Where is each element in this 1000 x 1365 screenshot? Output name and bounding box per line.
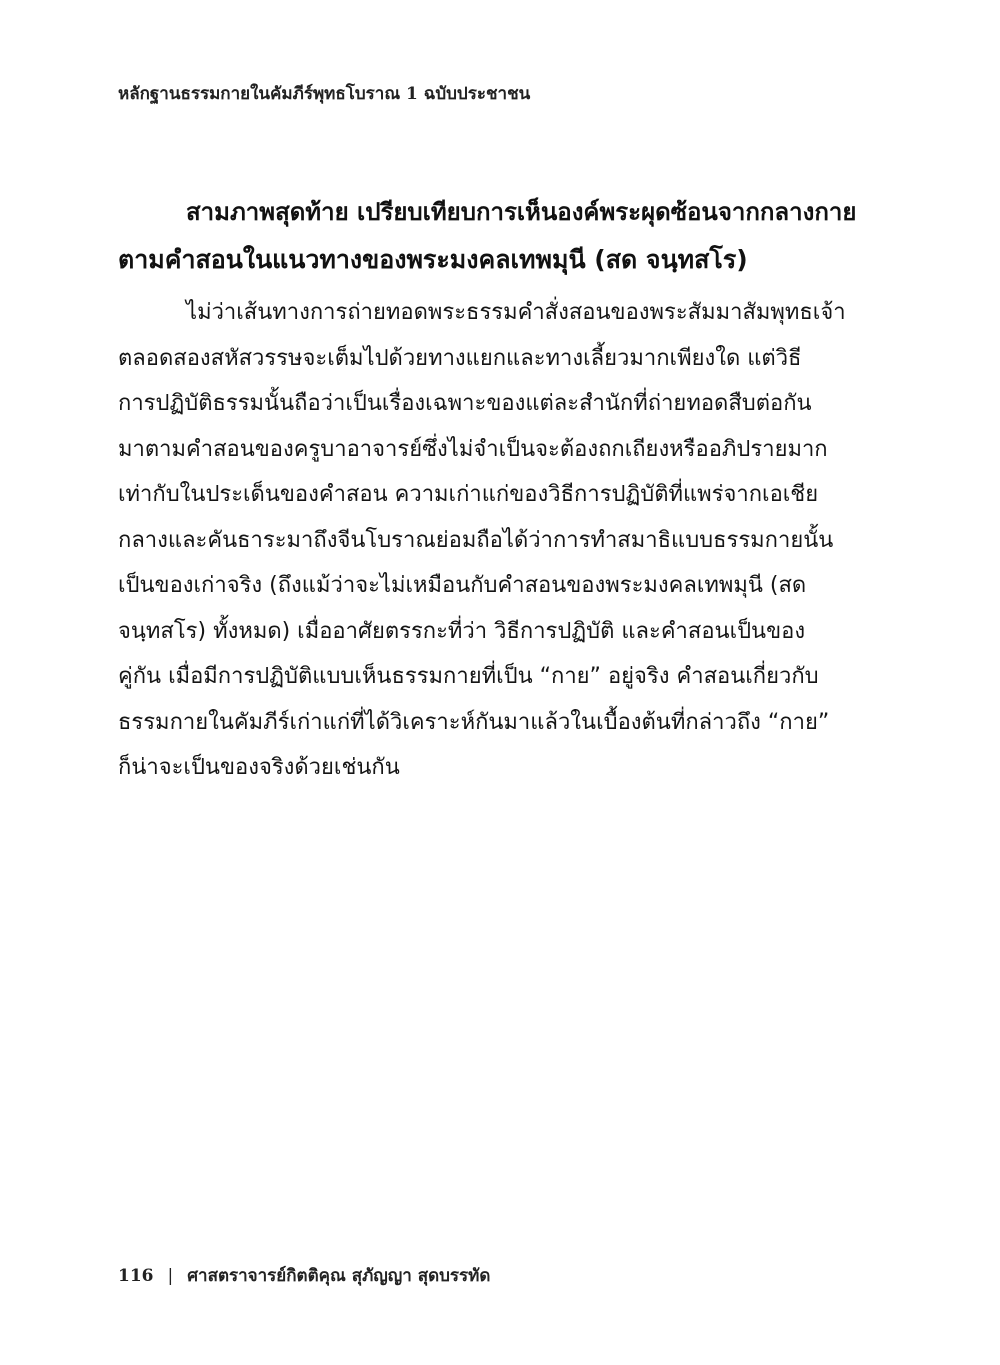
footer-author: ศาสตราจารย์กิตติคุณ สุภัญญา สุดบรรทัด: [187, 1266, 491, 1286]
paragraph-line: ตลอดสองสหัสวรรษจะเต็มไปด้วยทางแยกและทางเลี้ยวมากเพียงใด แต่วิธี: [118, 345, 802, 371]
section-heading: [118, 188, 858, 284]
running-header: [118, 80, 530, 107]
paragraph-line: การปฏิบัติธรรมนั้นถือว่าเป็นเรื่องเฉพาะของแต่ละสำนักที่ถ่ายทอดสืบต่อกัน: [118, 391, 812, 416]
paragraph-line: ก็น่าจะเป็นของจริงด้วยเช่นกัน: [118, 755, 400, 780]
paragraph-line: คู่กัน เมื่อมีการปฏิบัติแบบเห็นธรรมกายที่เป็น “กาย” อยู่จริง คำสอนเกี่ยวกับ: [118, 664, 819, 689]
section-heading-line: ตามคำสอนในแนวทางของพระมงคลเทพมุนี (สด จนฺทสโร): [118, 245, 748, 274]
footer-separator: |: [167, 1266, 174, 1286]
paragraph-line: ธรรมกายในคัมภีร์เก่าแก่ที่ได้วิเคราะห์กันมาแล้วในเบื้องต้นที่กล่าวถึง “กาย”: [118, 709, 830, 735]
paragraph-line: เป็นของเก่าจริง (ถึงแม้ว่าจะไม่เหมือนกับคำสอนของพระมงคลเทพมุนี (สด: [118, 573, 807, 598]
body-paragraph: [118, 290, 858, 791]
section-heading-line: สามภาพสุดท้าย เปรียบเทียบการเห็นองค์พระผุดซ้อนจากกลางกาย: [186, 198, 857, 226]
running-title: หลักฐานธรรมกายในคัมภีร์พุทธโบราณ 1 ฉบับประชาชน: [118, 84, 531, 104]
paragraph-line: จนฺทสโร) ทั้งหมด) เมื่ออาศัยตรรกะที่ว่า วิธีการปฏิบัติ และคำสอนเป็นของ: [118, 618, 806, 644]
paragraph-line: มาตามคำสอนของครูบาอาจารย์ซึ่งไม่จำเป็นจะต้องถกเถียงหรืออภิปรายมาก: [118, 436, 828, 462]
page-number: 116: [118, 1266, 154, 1286]
paragraph-line: ไม่ว่าเส้นทางการถ่ายทอดพระธรรมคำสั่งสอนของพระสัมมาสัมพุทธเจ้า: [186, 300, 846, 325]
running-footer: [118, 1262, 490, 1289]
paragraph-line: กลางและคันธาระมาถึงจีนโบราณย่อมถือได้ว่าการทำสมาธิแบบธรรมกายนั้น: [118, 527, 834, 553]
paragraph-line: เท่ากับในประเด็นของคำสอน ความเก่าแก่ของวิธีการปฏิบัติที่แพร่จากเอเชีย: [118, 482, 819, 507]
